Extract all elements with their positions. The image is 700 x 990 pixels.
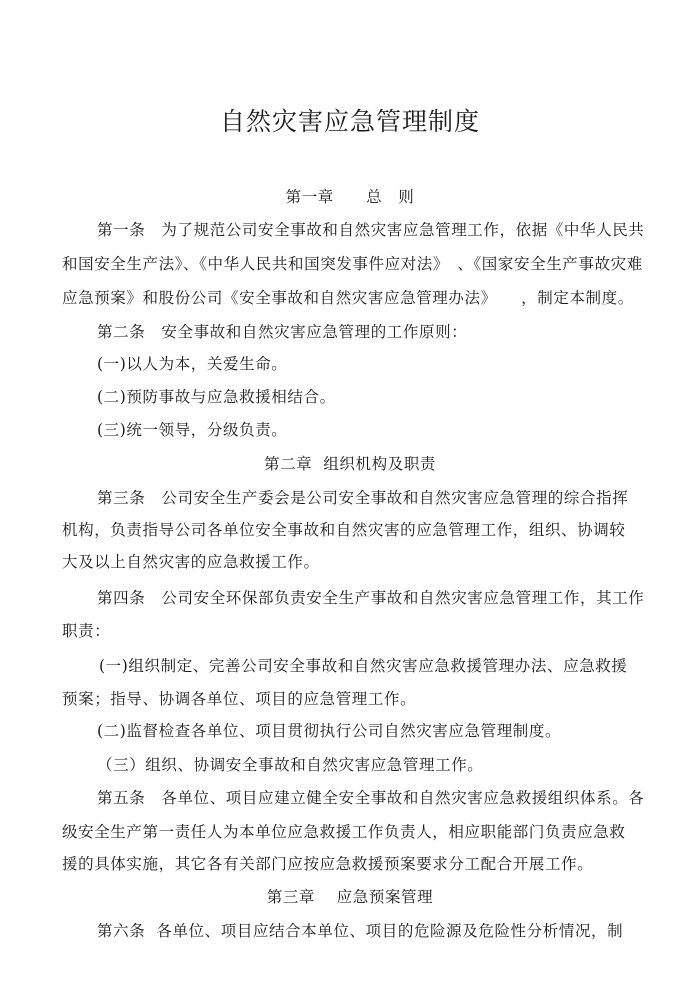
principle-2: (二)预防事故与应急救援相结合。 bbox=[97, 388, 336, 406]
duty-3: （三）组织、协调安全事故和自然灾害应急管理工作。 bbox=[97, 756, 484, 774]
principle-1: (一)以人为本，关爱生命。 bbox=[97, 355, 288, 373]
article-4-line-1: 第四条 公司安全环保部负责安全生产事故和自然灾害应急管理工作，其工作 bbox=[97, 589, 645, 607]
article-5-line-2: 级安全生产第一责任人为本单位应急救援工作负责人，相应职能部门负责应急救 bbox=[62, 823, 626, 841]
duty-1-line-2: 预案；指导、协调各单位、项目的应急管理工作。 bbox=[62, 690, 417, 708]
article-3-line-2: 机构，负责指导公司各单位安全事故和自然灾害的应急管理工作，组织、协调较 bbox=[62, 521, 626, 539]
principle-3: (三)统一领导，分级负责。 bbox=[97, 421, 288, 439]
article-5-line-3: 援的具体实施，其它各有关部门应按应急救援预案要求分工配合开展工作。 bbox=[62, 855, 594, 873]
article-4-line-2: 职责： bbox=[62, 622, 111, 640]
article-1-line-3: 应急预案》和股份公司《安全事故和自然灾害应急管理办法》 ，制定本制度。 bbox=[62, 289, 634, 307]
article-1-line-2: 和国安全生产法》、《中华人民共和国突发事件应对法》 、《国家安全生产事故灾难 bbox=[62, 255, 643, 273]
article-1-line-1: 第一条 为了规范公司安全事故和自然灾害应急管理工作，依据《中华人民共 bbox=[97, 221, 645, 239]
article-3-line-3: 大及以上自然灾害的应急救援工作。 bbox=[62, 553, 320, 571]
article-5-line-1: 第五条 各单位、项目应建立健全安全事故和自然灾害应急救援组织体系。各 bbox=[97, 789, 645, 807]
chapter-1-heading: 第一章 总 则 bbox=[285, 188, 415, 206]
article-2: 第二条 安全事故和自然灾害应急管理的工作原则： bbox=[97, 323, 468, 341]
article-6-line-1: 第六条 各单位、项目应结合本单位、项目的危险源及危险性分析情况，制 bbox=[97, 922, 624, 940]
duty-2: (二)监督检查各单位、项目贯彻执行公司自然灾害应急管理制度。 bbox=[97, 722, 562, 740]
chapter-3-heading: 第三章 应急预案管理 bbox=[266, 888, 434, 906]
document-title: 自然灾害应急管理制度 bbox=[219, 107, 480, 136]
article-3-line-1: 第三条 公司安全生产委会是公司安全事故和自然灾害应急管理的综合指挥 bbox=[97, 489, 629, 507]
chapter-2-heading: 第二章 组织机构及职责 bbox=[263, 455, 437, 473]
duty-1-line-1: (一)组织制定、完善公司安全事故和自然灾害应急救援管理办法、应急救援 bbox=[99, 657, 628, 675]
